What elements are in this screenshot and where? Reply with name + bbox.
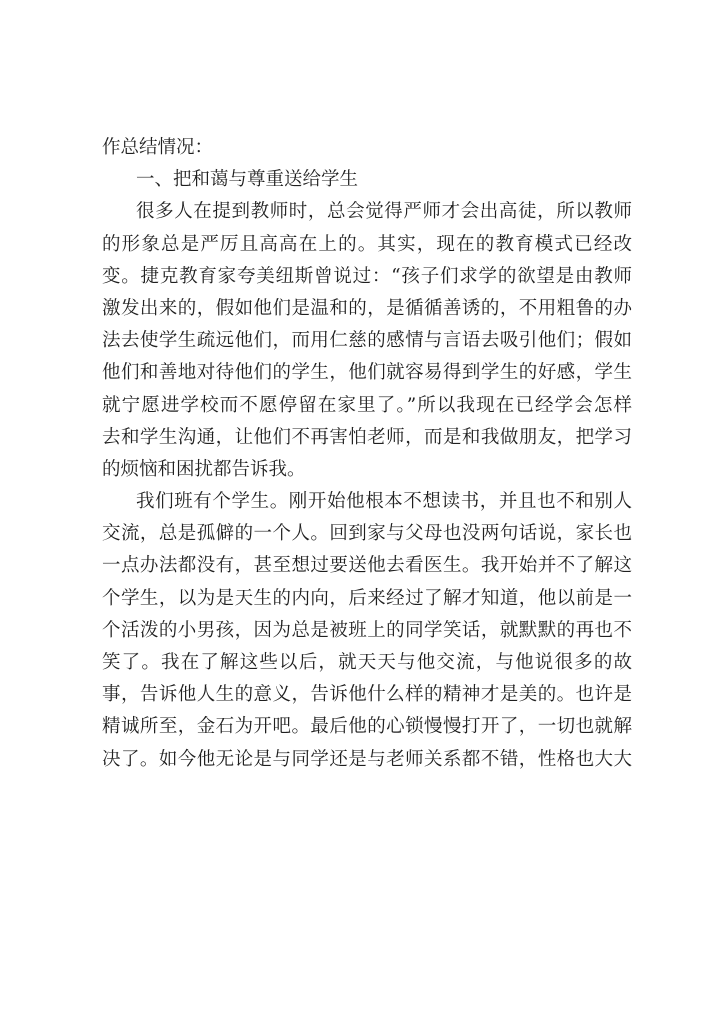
paragraph-1-line: 的烦恼和困扰都告诉我。 [102,458,306,480]
paragraph-2-line: 个活泼的小男孩，因为总是被班上的同学笑话，就默默的再也不 [102,619,632,641]
document-body [102,132,632,776]
paragraph-2-line: 一点办法都没有，甚至想过要送他去看医生。我开始并不了解这 [102,555,632,577]
paragraph-2-line: 我们班有个学生。刚开始他根本不想读书，并且也不和别人 [136,491,632,513]
paragraph-1-line: 他们和善地对待他们的学生，他们就容易得到学生的好感，学生 [102,362,632,384]
paragraph-2-line: 笑了。我在了解这些以后，就天天与他交流，与他说很多的故 [102,652,632,673]
paragraph-2-line: 决了。如今他无论是与同学还是与老师关系都不错，性格也大大 [102,748,632,770]
paragraph-1-line: 就宁愿进学校而不愿停留在家里了。”所以我现在已经学会怎样 [102,394,632,416]
paragraph-1-line: 法去使学生疏远他们，而用仁慈的感情与言语去吸引他们；假如 [102,330,632,352]
paragraph-1-line: 去和学生沟通，让他们不再害怕老师，而是和我做朋友，把学习 [102,426,632,448]
section-heading: 一、把和蔼与尊重送给学生 [136,169,359,191]
paragraph-2-line: 个学生，以为是天生的内向，后来经过了解才知道，他以前是一 [102,587,632,609]
paragraph-1-line: 变。捷克教育家夸美纽斯曾说过：“孩子们求学的欲望是由教师 [102,265,632,287]
paragraph-1-line: 的形象总是严厉且高高在上的。其实，现在的教育模式已经改 [102,233,632,255]
paragraph-2-line: 交流，总是孤僻的一个人。回到家与父母也没两句话说，家长也 [102,523,632,545]
paragraph-1-line: 很多人在提到教师时，总会觉得严师才会出高徒，所以教师 [136,201,632,223]
paragraph-2-line: 精诚所至，金石为开吧。最后他的心锁慢慢打开了，一切也就解 [102,716,632,738]
opening-line: 作总结情况： [102,137,214,158]
paragraph-2-line: 事，告诉他人生的意义，告诉他什么样的精神才是美的。也许是 [102,684,632,706]
paragraph-1-line: 激发出来的，假如他们是温和的，是循循善诱的，不用粗鲁的办 [102,297,632,319]
